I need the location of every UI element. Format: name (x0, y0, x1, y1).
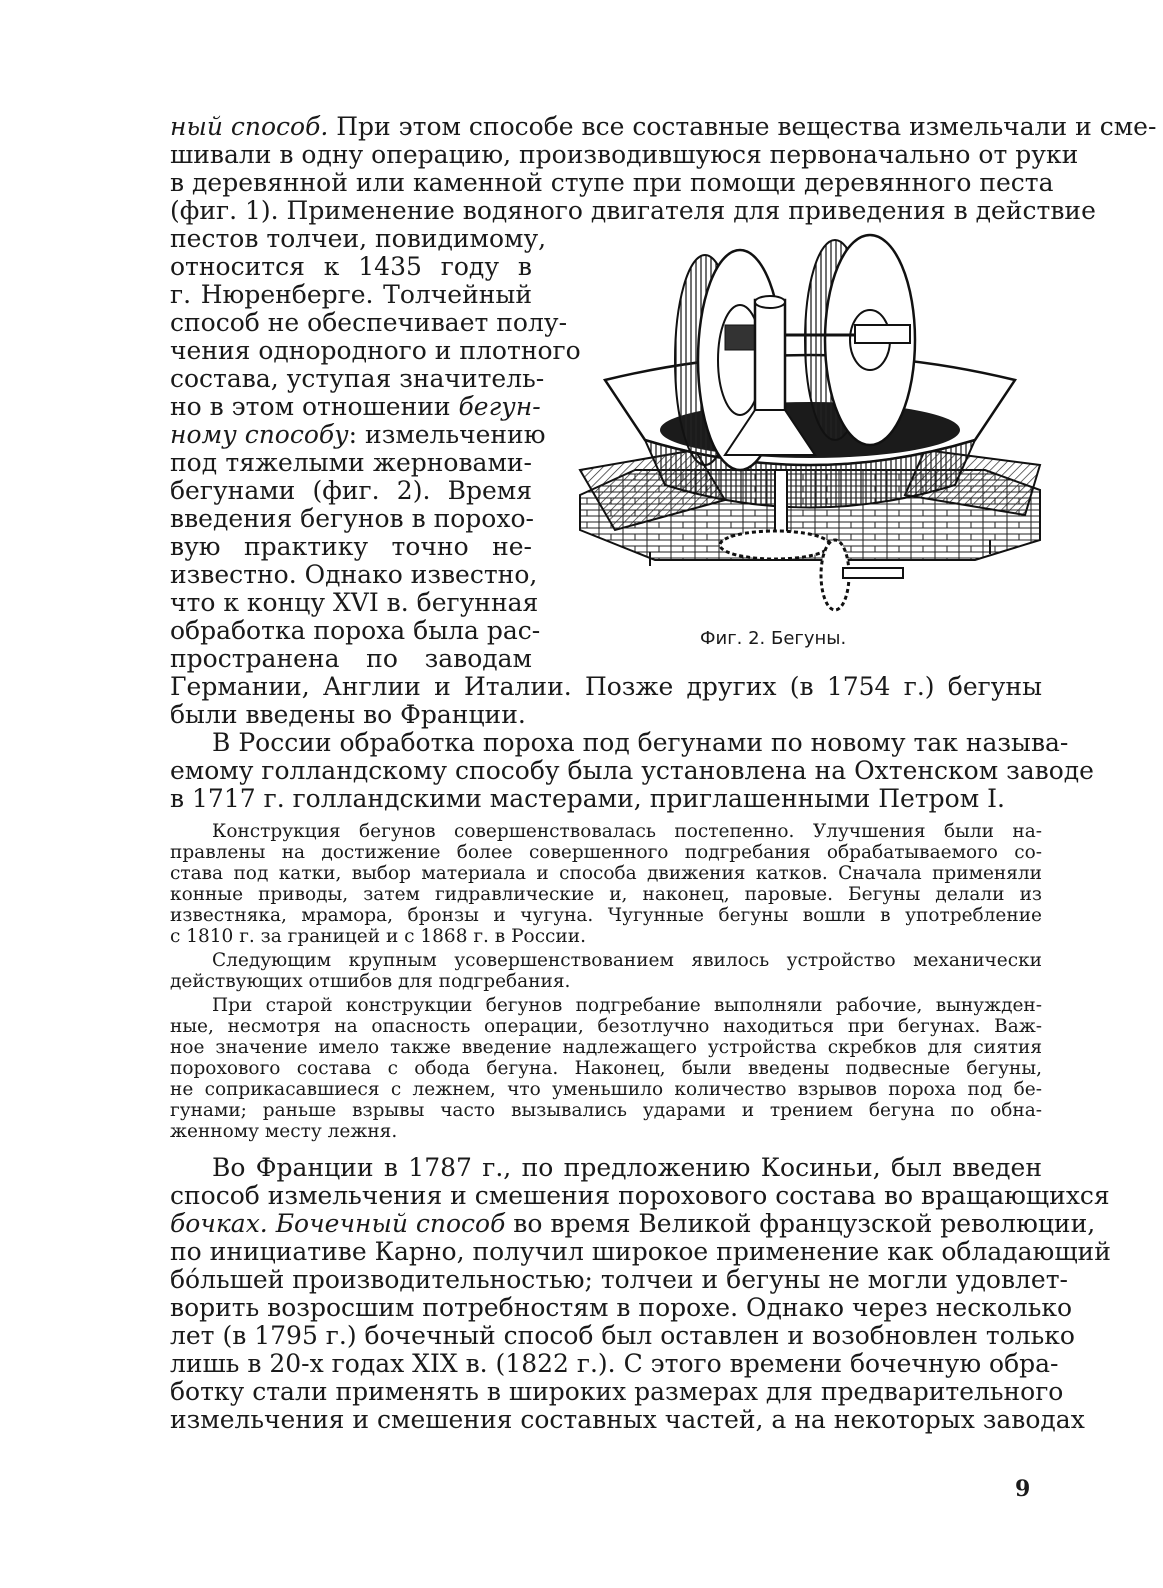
small-text-line: Конструкция бегунов совершенствовалась постепенно. Улучшения были на- (212, 821, 1042, 842)
text-line: способ не обеспечивает полу- (170, 308, 568, 337)
small-text-line: конные приводы, затем гидравлические и, наконец, паровые. Бегуны делали из (170, 884, 1042, 905)
text-line: способ измельчения и смешения порохового состава во вращающихся (170, 1181, 1110, 1210)
text-line: пространена по заводам (170, 644, 532, 673)
text-line (170, 112, 1157, 141)
small-text-line: с 1810 г. за границей и с 1868 г. в России. (170, 926, 586, 947)
italic-term: ный способ. (170, 112, 329, 141)
edge-runner-mill-illustration (575, 240, 1045, 620)
small-text-line: ное значение имело также введение надлежащего устройства скребков для сиятия (170, 1037, 1042, 1058)
text-line: обработка пороха была рас- (170, 616, 541, 645)
small-text-line: ные, несмотря на опасность операции, безотлучно находиться при бегунах. Важ- (170, 1016, 1042, 1037)
text-line: были введены во Франции. (170, 700, 526, 729)
text-line: чения однородного и плотного (170, 336, 581, 365)
small-text-line: става под катки, выбор материала и способа движения катков. Сначала применяли (170, 863, 1042, 884)
small-text-line: Следующим крупным усовершенствованием явилось устройство механически (212, 950, 1042, 971)
text-line: состава, уступая значитель- (170, 364, 545, 393)
text-line: пестов толчеи, повидимому, (170, 224, 547, 253)
small-text-line: действующих отшибов для подгребания. (170, 971, 571, 992)
italic-term: бочках. Бочечный способ (170, 1209, 506, 1238)
text-line: измельчения и смешения составных частей, а на некоторых заводах (170, 1405, 1085, 1434)
small-text-line: правлены на достижение более совершенного подгребания обрабатываемого со- (170, 842, 1042, 863)
small-text-line: женному месту лежня. (170, 1121, 398, 1142)
text-line: введения бегунов в порохо- (170, 504, 534, 533)
text-line: под тяжелыми жерновами- (170, 448, 532, 477)
text-line: Германии, Англии и Италии. Позже других (в 1754 г.) бегуны (170, 672, 1042, 701)
small-text-line: При старой конструкции бегунов подгребание выполняли рабочие, вынужден- (212, 995, 1042, 1016)
text-line: шивали в одну операцию, производившуюся первоначально от руки (170, 140, 1079, 169)
text-span: во время Великой французской революции, (505, 1209, 1096, 1238)
text-line: Во Франции в 1787 г., по предложению Косиньи, был введен (212, 1153, 1042, 1182)
text-line: лишь в 20-х годах XIX в. (1822 г.). С этого времени бочечную обра- (170, 1349, 1059, 1378)
small-text-line: порохового состава с обода бегуна. Наконец, были введены подвесные бегуны, (170, 1058, 1042, 1079)
text-line: по инициативе Карно, получил широкое применение как обладающий (170, 1237, 1111, 1266)
italic-term: бегун- (458, 392, 541, 421)
text-line: бегунами (фиг. 2). Время (170, 476, 532, 505)
text-line: что к концу XVI в. бегунная (170, 588, 539, 617)
text-line: относится к 1435 году в (170, 252, 532, 281)
small-text-line: известняка, мрамора, бронзы и чугуна. Чугунные бегуны вошли в употребление (170, 905, 1042, 926)
text-span: : измельчению (348, 420, 546, 449)
text-line: в деревянной или каменной ступе при помощи деревянного песта (170, 168, 1054, 197)
small-text-line: не соприкасавшиеся с лежнем, что уменьшило количество взрывов пороха под бе- (170, 1079, 1042, 1100)
text-line: в 1717 г. голландскими мастерами, приглашенными Петром I. (170, 784, 1005, 813)
text-span: но в этом отношении (170, 392, 459, 421)
text-line (170, 1209, 1096, 1238)
text-line (170, 420, 546, 449)
text-line: емому голландскому способу была установлена на Охтенском заводе (170, 756, 1094, 785)
text-line: г. Нюренберге. Толчейный (170, 280, 532, 309)
text-line: бо́льшей производительностью; толчеи и бегуны не могли удовлет- (170, 1265, 1068, 1294)
small-text-line: гунами; раньше взрывы часто вызывались ударами и трением бегуна по обна- (170, 1100, 1042, 1121)
text-line (170, 392, 541, 421)
text-line: вую практику точно не- (170, 532, 532, 561)
text-line: известно. Однако известно, (170, 560, 538, 589)
figure-caption: Фиг. 2. Бегуны. (700, 628, 847, 649)
text-line: ворить возросшим потребностям в порохе. Однако через несколько (170, 1293, 1073, 1322)
page-number: 9 (1015, 1476, 1031, 1502)
text-line: ботку стали применять в широких размерах для предварительного (170, 1377, 1064, 1406)
italic-term: ному способу (170, 420, 349, 449)
text-line: лет (в 1795 г.) бочечный способ был оставлен и возобновлен только (170, 1321, 1075, 1350)
text-line: В России обработка пороха под бегунами по новому так называ- (212, 728, 1069, 757)
text-line: (фиг. 1). Применение водяного двигателя для приведения в действие (170, 196, 1096, 225)
text-span: При этом способе все составные вещества измельчали и сме- (328, 112, 1157, 141)
